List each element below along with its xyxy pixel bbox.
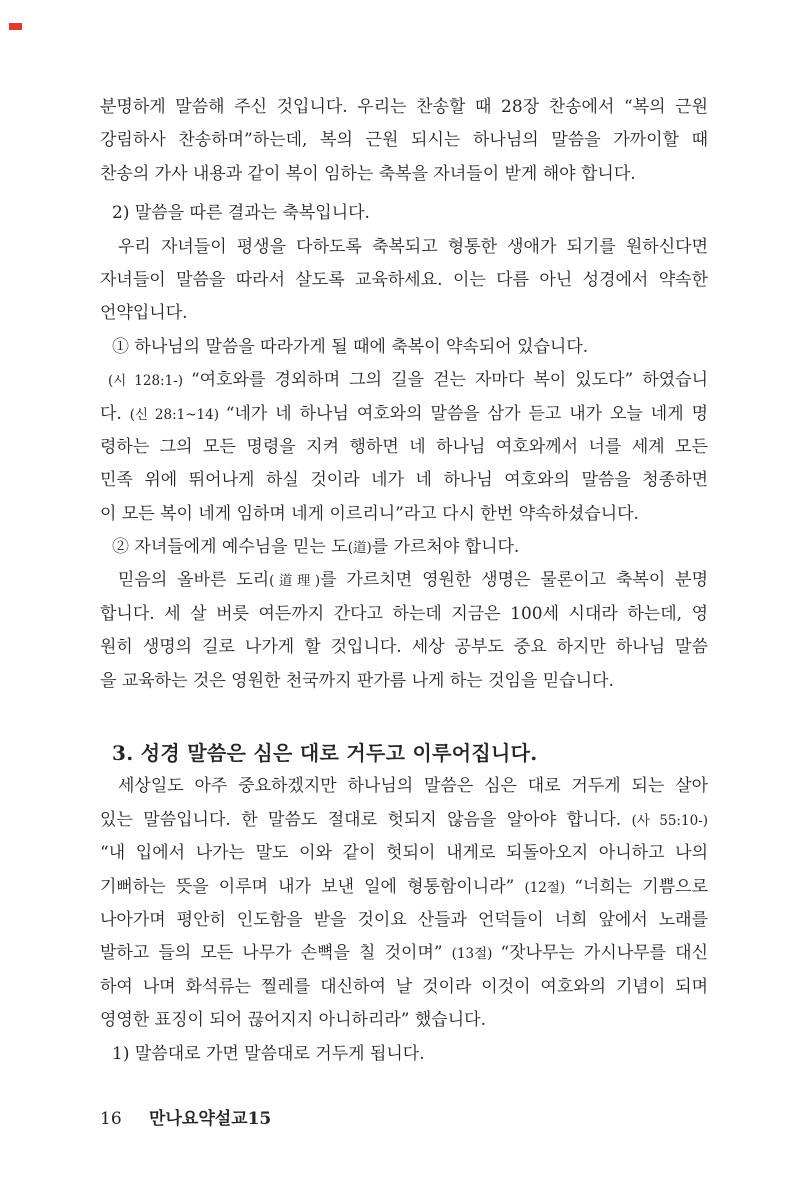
text-segment: 3. 성경 말씀은 심은 대로 거두고 이루어집니다. xyxy=(112,741,538,766)
text-segment: 자녀들이 말씀을 따라서 살도록 교육하세요. 이는 다름 아닌 성경에서 약속한 xyxy=(100,269,708,290)
text-line xyxy=(100,398,708,431)
text-segment: 령하는 그의 모든 명령을 지켜 행하면 네 하나님 여호와께서 너를 세계 모든 xyxy=(100,436,708,457)
text-segment: 하여 나며 화석류는 찔레를 대신하여 날 것이라 이것이 여호와의 기념이 되며 xyxy=(100,976,708,997)
text-segment: ② 자녀들에게 예수님을 믿는 도 xyxy=(112,537,348,558)
scripture-reference: (道理) xyxy=(269,573,321,590)
text-line xyxy=(100,598,708,631)
text-line xyxy=(100,297,708,330)
text-segment: “여호와를 경외하며 그의 길을 걷는 자마다 복이 있도다” 하였습니 xyxy=(190,370,708,391)
text-line xyxy=(100,124,708,157)
section-heading xyxy=(100,737,708,770)
text-segment: 발하고 들의 모든 나무가 손뼉을 칠 것이며” xyxy=(100,943,452,964)
text-segment: 기뻐하는 뜻을 이루며 내가 보낸 일에 형통함이니라” xyxy=(100,876,525,897)
text-segment: 우리 자녀들이 평생을 다하도록 축복되고 형통한 생애가 되기를 원하신다면 xyxy=(118,236,708,257)
text-segment: 2) 말씀을 따른 결과는 축복입니다. xyxy=(112,203,370,224)
scripture-reference: (13절) xyxy=(451,946,501,963)
text-line xyxy=(100,837,708,870)
text-line xyxy=(100,91,708,124)
text-body xyxy=(100,91,708,1071)
page-footer xyxy=(100,1104,271,1128)
text-segment: 다. xyxy=(100,403,130,424)
text-segment: 민족 위에 뛰어나게 하실 것이라 네가 네 하나님 여호와의 말씀을 청종하면 xyxy=(100,470,708,491)
text-line xyxy=(100,231,708,264)
page-number: 16 xyxy=(100,1109,122,1129)
text-segment: 원히 생명의 길로 나가게 할 것입니다. 세상 공부도 중요 하지만 하나님 말씀 xyxy=(100,637,708,658)
text-line xyxy=(100,498,708,531)
text-segment: 강림하사 찬송하며”하는데, 복의 근원 되시는 하나님의 말씀을 가까이할 때 xyxy=(100,130,708,151)
text-line xyxy=(100,464,708,497)
text-line xyxy=(100,871,708,904)
text-segment: 이 모든 복이 네게 임하며 네게 이르리니”라고 다시 한번 약속하셨습니다. xyxy=(100,503,639,524)
text-segment: ① 하나님의 말씀을 따라가게 될 때에 축복이 약속되어 있습니다. xyxy=(112,336,589,357)
text-segment: 영영한 표징이 되어 끊어지지 아니하리라” 했습니다. xyxy=(100,1010,486,1031)
text-segment: 찬송의 가사 내용과 같이 복이 임하는 축복을 자녀들이 받게 해야 합니다. xyxy=(100,163,636,184)
text-segment: 언약입니다. xyxy=(100,303,188,324)
text-line xyxy=(100,331,708,364)
book-title: 만나요약설교15 xyxy=(149,1109,272,1129)
text-segment: 을 교육하는 것은 영원한 천국까지 판가름 나게 하는 것임을 믿습니다. xyxy=(100,670,614,691)
text-segment: 믿음의 올바른 도리 xyxy=(118,570,270,591)
text-line xyxy=(100,904,708,937)
text-line xyxy=(100,264,708,297)
text-line xyxy=(100,770,708,803)
text-line xyxy=(100,158,708,191)
text-line xyxy=(100,1004,708,1037)
text-segment: “잣나무는 가시나무를 대신 xyxy=(500,943,708,964)
text-segment: “너희는 기쁨으로 xyxy=(574,876,708,897)
text-line xyxy=(100,431,708,464)
text-line xyxy=(100,665,708,698)
text-line xyxy=(100,364,708,397)
text-line xyxy=(100,631,708,664)
scripture-reference: (시 128:1-) xyxy=(108,373,191,390)
text-segment: 를 가르처야 합니다. xyxy=(371,537,520,558)
text-segment: “네가 네 하나님 여호와의 말씀을 삼가 듣고 내가 오늘 네게 명 xyxy=(225,403,708,424)
text-line xyxy=(100,197,708,230)
scripture-reference: (12절) xyxy=(524,879,575,896)
text-segment: 나아가며 평안히 인도함을 받을 것이요 산들과 언덕들이 너희 앞에서 노래를 xyxy=(100,909,708,930)
text-line xyxy=(100,937,708,970)
text-line xyxy=(100,1038,708,1071)
text-segment: 세상일도 아주 중요하겠지만 하나님의 말씀은 심은 대로 거두게 되는 살아 xyxy=(118,776,708,797)
scripture-reference: (신 28:1~14) xyxy=(129,406,226,423)
text-line xyxy=(100,971,708,1004)
text-segment: 합니다. 세 살 버릇 여든까지 간다고 하는데 지금은 100세 시대라 하는데, 영 xyxy=(100,603,708,624)
text-segment: 1) 말씀대로 가면 말씀대로 거두게 됩니다. xyxy=(112,1043,425,1064)
red-marker xyxy=(9,23,22,30)
text-segment: “내 입에서 나가는 말도 이와 같이 헛되이 내게로 되돌아오지 아니하고 나의 xyxy=(100,843,708,864)
scripture-reference: (사 55:10-) xyxy=(631,812,708,829)
scripture-reference: (道) xyxy=(347,540,372,557)
text-segment: 있는 말씀입니다. 한 말씀도 절대로 헛되지 않음을 알아야 합니다. xyxy=(100,809,632,830)
text-line xyxy=(100,804,708,837)
text-line xyxy=(100,531,708,564)
text-segment: 를 가르치면 영원한 생명은 물론이고 축복이 분명 xyxy=(320,570,708,591)
text-segment: 분명하게 말씀해 주신 것입니다. 우리는 찬송할 때 28장 찬송에서 “복의 근원 xyxy=(100,97,708,117)
text-line xyxy=(100,564,708,597)
